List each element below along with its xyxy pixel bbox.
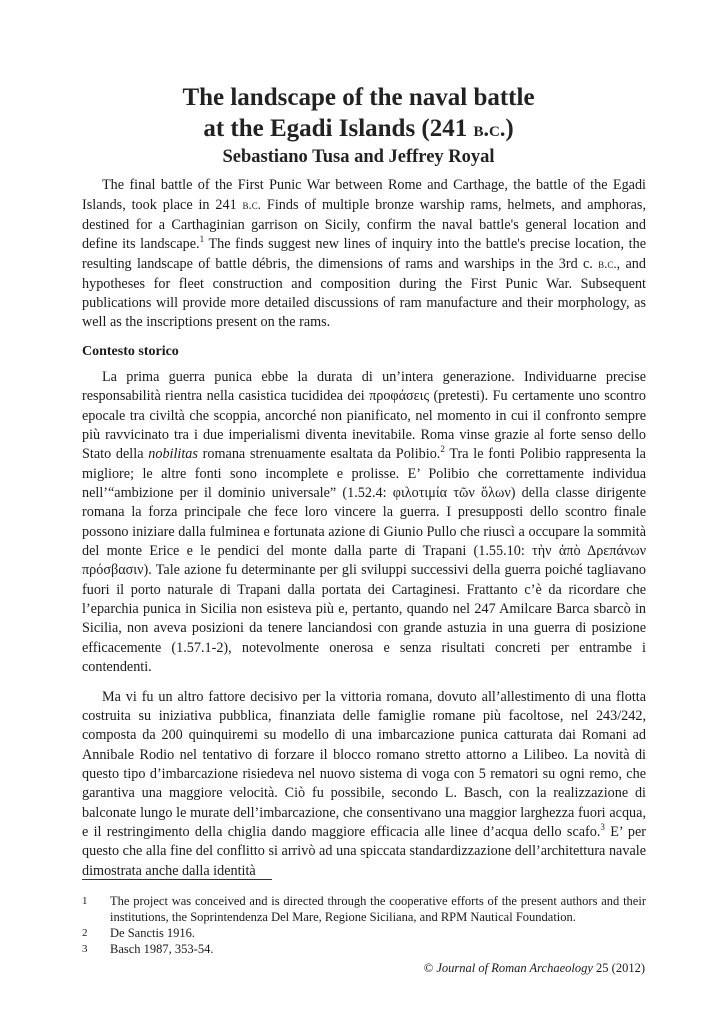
footnote-ref-3[interactable]: 3 bbox=[600, 821, 605, 832]
article-title bbox=[82, 82, 635, 144]
footnote-3 bbox=[82, 941, 646, 957]
footnote-2 bbox=[82, 925, 646, 941]
section-heading: Contesto storico bbox=[82, 344, 179, 359]
footnote-1 bbox=[82, 893, 646, 925]
footnotes bbox=[82, 893, 646, 957]
footnote-text: Basch 1987, 353-54. bbox=[110, 942, 214, 956]
body-paragraph-1: La prima guerra punica ebbe la durata di un’intera generazione. Individuarne precise responsabilità rientra nella casistica tucididea dei προφάσεις (pretesti). Fu certamente uno scontro epocale tra civiltà che scoppia, ancorché non pianificato, nel momento in cui il confronto sempre più ravvicinato tra i due imperialismi diventa inevitabile. Roma vinse grazie al forte senso dello Stato della nobilitas romana strenuamente esaltata da Polibio.$^2$ Tra le fonti Polibio rappresenta la migliore; le altre fonti sono incomplete e prolisse. E’ Polibio che correttamente individua nell’“ambizione per il dominio universale” (1.52.4: φιλοτιμία τῶν ὅλων) della classe dirigente romana la forza principale che fece loro vincere la guerra. I presupposti dello scontro finale possono iniziare dalla fulminea e fortunata azione di Giunio Pullo che riuscì a occupare la sommità del monte Erice e le pendici del monte dalla parte di Trapani (1.55.10: τὴν ἀπὸ Δρεπάνων πρόσβασιν). Tale azione fu determinante per gli sviluppi successivi della guerra poiché tagliavano fuori il porto naturale di Trapani dalla portata dei Cartaginesi. Frattanto c’è da ricordare che l’eparchia punica in Sicilia non esisteva più e, pertanto, quando nel 247 Amilcare Barca sbarcò in Sicilia, non aveva posizioni da tenere lanciandosi con grande astuzia in una guerra di posizione efficacemente (1.57.1-2), notevolmente onerosa e senza risultati concreti per entrambe i contendenti. bbox=[82, 369, 646, 676]
footnote-number: 3 bbox=[82, 943, 88, 955]
footnote-number: 1 bbox=[82, 895, 88, 907]
copyright-notice: © Journal of Roman Archaeology 25 (2012) bbox=[423, 961, 645, 975]
footnote-text: The project was conceived and is directed through the cooperative efforts of the present authors and their institutions, the Soprintendenza Del Mare, Regione Siciliana, and RPM Nautical Foundation. bbox=[110, 894, 646, 924]
title-line-1: The landscape of the naval battle bbox=[182, 84, 535, 111]
abstract bbox=[82, 176, 646, 333]
footnote-ref-1[interactable]: 1 bbox=[199, 234, 205, 245]
footnote-divider bbox=[82, 879, 272, 880]
article-authors: Sebastiano Tusa and Jeffrey Royal bbox=[222, 147, 495, 167]
title-line-2: at the Egadi Islands (241 b.c.) bbox=[203, 115, 514, 142]
title-era: b.c. bbox=[473, 116, 506, 141]
footnote-ref-2[interactable]: 2 bbox=[440, 444, 445, 455]
footnote-number: 2 bbox=[82, 927, 88, 939]
journal-name: Journal of Roman Archaeology bbox=[436, 961, 593, 975]
body-paragraph-2: Ma vi fu un altro fattore decisivo per la vittoria romana, dovuto all’allestimento di una flotta costruita su iniziativa pubblica, finanziata delle famiglie romane più facoltose, nel 243/242, composta da 200 quinquiremi su modello di una imbarcazione punica catturata dai Romani ad Annibale Rodio nel tentativo di forzare il blocco romano stretto attorno a Lilibeo. La novità di questo tipo d’imbarcazione risiedeva nel nuovo sistema di voga con 5 rematori su ogni remo, che garantiva una maggiore velocità. Ciò fu possibile, secondo L. Basch, con la realizzazione di balconate lungo le murate dell’imbarcazione, che consentivano una maggior larghezza fuori acqua, e il restringimento della chiglia dando maggiore efficacia alle linee d’acqua dello scafo.$^3$ E’ per questo che alla fine del conflitto si arrivò ad una spiccata standardizzazione dell’architettura navale dimostrata anche dalla identità bbox=[82, 688, 646, 879]
footnote-text: De Sanctis 1916. bbox=[110, 926, 196, 940]
section-body bbox=[82, 368, 646, 881]
abstract-paragraph: The final battle of the First Punic War between Rome and Carthage, the battle of the Egadi Islands, took place in 241 b.c. Finds of multiple bronze warship rams, helmets, and amphoras, destined for a Carthaginian garrison on Sicily, confirm the naval battle's general location and define its landscape.$^1$ The finds suggest new lines of inquiry into the battle's precise location, the resulting landscape of battle débris, the dimensions of rams and warships in the 3rd c. b.c., and hypotheses for fleet construction and composition during the First Punic War. Subsequent publications will provide more detailed discussions of ram manufacture and their morphology, as well as the inscriptions present on the rams. bbox=[82, 177, 646, 331]
